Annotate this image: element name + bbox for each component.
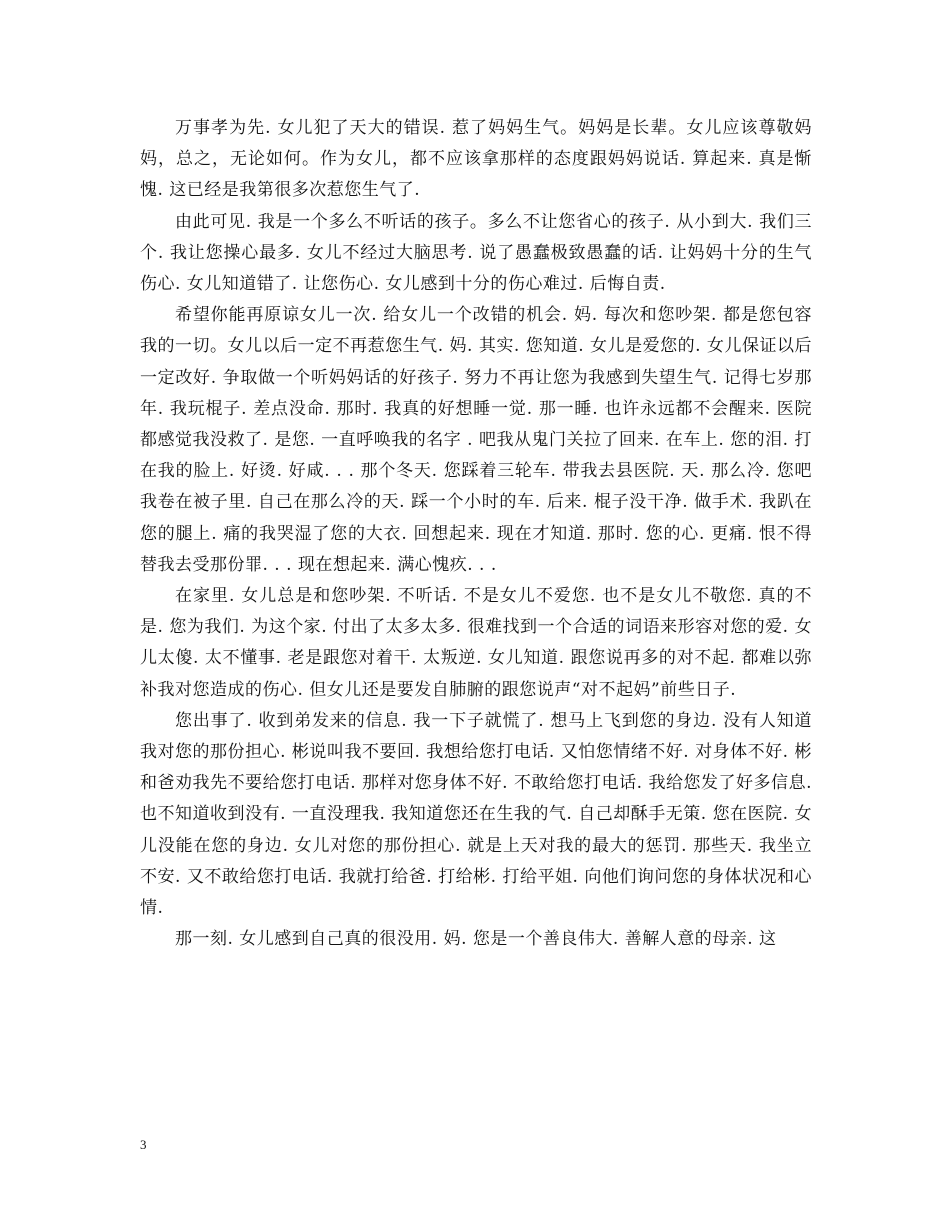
paragraph: 万事孝为先. 女儿犯了天大的错误. 惹了妈妈生气。妈妈是长辈。女儿应该尊敬妈妈，总之，无论如何。作为女儿，都不应该拿那样的态度跟妈妈说话. 算起来. 真是惭愧. 这已经是我第很多次惹您生气了. xyxy=(140,118,812,201)
page-number: 3 xyxy=(140,1137,147,1152)
paragraph: 希望你能再原谅女儿一次. 给女儿一个改错的机会. 妈. 每次和您吵架. 都是您包容我的一切。女儿以后一定不再惹您生气. 妈. 其实. 您知道. 女儿是爱您的. 女儿保证以后一定改好. 争取做一个听妈妈话的好孩子. 努力不再让您为我感到失望生气. 记得七岁那年. 我玩棍子. 差点没命. 那时. 我真的好想睡一觉. 那一睡. 也许永远都不会醒来. 医院都感觉我没救了. 是您. 一直呼唤我的名字 . 吧我从鬼门关拉了回来. 在车上. 您的泪. 打在我的脸上. 好烫. 好咸. . . 那个冬天. 您踩着三轮车. 带我去县医院. 天. 那么冷. 您吧我卷在被子里. 自己在那么冷的天. 踩一个小时的车. 后来. 棍子没干净. 做手术. 我趴在您的腿上. 痛的我哭湿了您的大衣. 回想起来. 现在才知道. 那时. 您的心. 更痛. 恨不得替我去受那份罪. . . 现在想起来. 满心愧疚. . . xyxy=(140,305,812,575)
paragraph: 您出事了. 收到弟发来的信息. 我一下子就慌了. 想马上飞到您的身边. 没有人知道我对您的那份担心. 彬说叫我不要回. 我想给您打电话. 又怕您情绪不好. 对身体不好. 彬和爸劝我先不要给您打电话. 那样对您身体不好. 不敢给您打电话. 我给您发了好多信息. 也不知道收到没有. 一直没理我. 我知道您还在生我的气. 自己却酥手无策. 您在医院. 女儿没能在您的身边. 女儿对您的那份担心. 就是上天对我的最大的惩罚. 那些天. 我坐立不安. 又不敢给您打电话. 我就打给爸. 打给彬. 打给平姐. 向他们询问您的身体状况和心情. xyxy=(140,710,812,919)
paragraph: 在家里. 女儿总是和您吵架. 不听话. 不是女儿不爱您. 也不是女儿不敬您. 真的不是. 您为我们. 为这个家. 付出了太多太多. 很难找到一个合适的词语来形容对您的爱. 女儿太傻. 太不懂事. 老是跟您对着干. 太叛逆. 女儿知道. 跟您说再多的对不起. 都难以弥补我对您造成的伤心. 但女儿还是要发自肺腑的跟您说声“对不起妈”前些日子. xyxy=(140,586,812,700)
document-body xyxy=(140,113,812,955)
paragraph: 那一刻. 女儿感到自己真的很没用. 妈. 您是一个善良伟大. 善解人意的母亲. 这 xyxy=(175,929,777,950)
paragraph: 由此可见. 我是一个多么不听话的孩子。多么不让您省心的孩子. 从小到大. 我们三个. 我让您操心最多. 女儿不经过大脑思考. 说了愚蠢极致愚蠢的话. 让妈妈十分的生气伤心. 女儿知道错了. 让您伤心. 女儿感到十分的伤心难过. 后悔自责. xyxy=(140,211,812,295)
